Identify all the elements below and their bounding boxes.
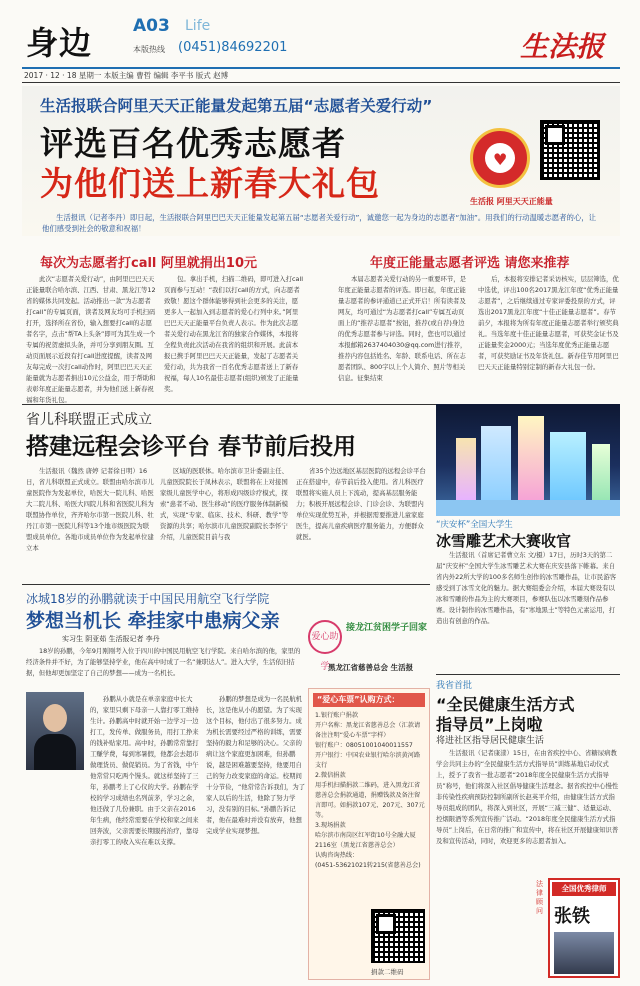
section1-right-headline: 年度正能量志愿者评选 请您来推荐 [370,256,570,271]
guide-headline-1: “全民健康生活方式 [436,695,575,714]
ice-rule [436,674,620,675]
section3-column-1: 孙鹏从小就是在单亲家庭中长大的，家里只剩下母亲一人靠打零工维持生计。孙鹏高中时就开始一边学习一边打工，发传单、做服务员，用打工挣来的钱补贴家用。高中时，孙鹏常常靠打工赚学费，每到寒暑假，他都会去超市做理货员、做促销员。为了省钱，中午他常常只吃两个馒头。就这样坚持了三年，孙鹏考上了心仪的大学。孙鹏在学校的学习成绩也名列前茅，学习之余，他还做了几份兼职。由于父亲在2016年生病，他经常需要在学校和家之间来回奔波，父亲需要长期服药治疗，靠母亲打零工的收入实在难以支撑。 [90,695,199,846]
section2-headline: 搭建远程会诊平台 春节前后投用 [26,434,357,460]
section2-rule [22,584,430,585]
student-portrait-photo [26,692,84,770]
section3-headline: 梦想当机长 牵挂家中患病父亲 [26,610,280,632]
heart-logo-icon: 爱心助学 [308,620,342,654]
help-students-ad [308,618,434,682]
section1-column-2: 包。拿出手机，扫描二维码，即可进入打call页面参与互动！“我们以打call的方式，向志愿者致敬！愿这个群体能够得到社会更多的关注，愿更多人一起加入到志愿者的爱心行列中来。”阿里巴巴天天正能量平台负责人表示。作为此次志愿者关爱行动在黑龙江省的独家合作媒体，本报将全程负责此次活动在我省的组织和开展。此前本报已携手阿里巴巴天天正能量，发起了志愿者关爱行动，共为我省一百名优秀志愿者送上了新春祝福，每人10名最佳志愿者(组织)颁发了正能量奖。 [164,275,304,393]
donation-content: 1.银行账户捐款 开户名称：黑龙江省慈善总会（汇款请备注注明“爱心车票”字样） 银行账户：08051001040011557 开户银行：中国农业银行哈尔滨黄河路支行 2.微信捐款 用手机扫描捐款二维码，进入黑龙江省慈善总会捐款通道，捐赠钱款及备注留言即可。如捐款107元、207元、307元等。 3.现场捐款 哈尔滨市南岗区红军街10号全融大厦2116室（黑龙江省慈善总会） 认购咨询热线： (0451-53621021转215(省慈善总会) [315,712,425,869]
section2-column-1: 生活报讯（魏然 唐婷 记者徐日明）16日，省儿科联盟正式成立。联盟由哈尔滨市儿童医院作为发起单位，哈医大一院儿科、哈医大二院儿科、哈医大四院儿科和省医院儿科为联盟协作单位，齐齐哈尔市第一医院儿科、牡丹江市第一医院儿科等13个地市级医院为联盟成员单位。各地市成员单位作为发起单位建立本 [26,467,154,552]
date-rule [22,82,620,83]
volunteer-badge-icon: ♥ [470,128,530,188]
section2-kicker: 省儿科联盟正式成立 [26,412,152,428]
hotline-number: (0451)84692201 [178,40,288,55]
campaign-qr-code[interactable] [540,120,600,180]
date-line: 2017 · 12 · 18 星期一 本版主编 曹哲 编辑 李平书 版式 赵博 [24,71,229,80]
guide-subtitle: 将进社区指导居民健康生活 [436,736,545,746]
section1-column-3: 本届志愿者关爱行动的另一重要环节，是年度正能量志愿者的评选。即日起，年度正能量志愿者的参评通道已正式开启！所有读者及网友，均可通过“为志愿者打call”专属互动页面上的“推荐志愿者”按钮，推荐(或自荐)身边的优秀志愿者参与评选。同时，您也可以通过本报邮箱2637404030@qq.com进行推荐，推荐内容包括姓名、年龄、联系电话、所在志愿者团队、800字以上个人简介、照片等相关信息。征集结束 [338,275,467,382]
section1-column-1: 此次“志愿者关爱行动”，由阿里巴巴天天正能量联合哈尔滨、江西、甘肃、黑龙江等12省的媒体共同发起。活动推出一款“为志愿者打call”的专属页面，读者及网友均可手机扫码打开，选择所在省份，输入想要打call的志愿者名字，点击“帮TA上头条”即可为其生成一个专属的祝贺虚拟头条，并可分享到朋友圈。互动页面展示近段有打call进度提醒，读者及网友每完成一次打call动作时，阿里巴巴天天正能量就为志愿者捐出10元公益金，用于帮助和表彰年度正能量志愿者，并为他们送上新春祝福和年货礼包。 [26,275,156,404]
section2-column-3: 省35个边远地区基层医院的远程会诊平台正在搭建中，春节前后投入使用。省儿科医疗联盟将实施人员上下流动，提高基层服务能力；积极开展远程会诊、门诊会诊、为联盟内单位实现优势互补，并根据需要推进儿童家庭医生，提高儿童疾病医疗服务能力，方便群众就医。 [296,467,426,541]
ice-kicker: “庆安杯”全国大学生 [436,520,513,530]
help-ad-title: 接龙江贫困学子回家 [346,623,428,633]
ice-sculpture-photo [436,404,620,516]
donation-title: “爱心车票”认购方式： [313,693,425,707]
masthead-rule [22,67,620,69]
section-title: 身边 [26,24,93,62]
page-code: A03 [133,16,170,36]
donation-box [308,688,430,980]
guide-body-top: 生活报讯（记者康漾）15日，在由省疾控中心、省糖尿病教学会共同主办的“全民健康生活方式指导员”训练基地启动仪式上，授予了我省一批志愿者“2018年度全民健康生活方式指导员”称号，他们将深入社区倡导健康生活理念。据省疾控中心慢性非传染性疾病预防控制所副所长赵英平介绍，由健康生活方式指导员组成的团队，将深入到社区，开展“三减三健”、适量运动、控烟限酒等系列宣传推广活动。“2018年度全民健康生活方式指导员”上岗后，在日常的推广和宣传中，将在社区开展健康知识普及和宣传活动，同时，欢迎更多的志愿者加入。 [436,749,619,845]
lawyer-ad [548,878,620,978]
page-number [133,16,170,36]
ice-body: 生活报讯（首席记者曹立东 文/摄）17日，历时3天的第二届“庆安杯”全国大学生冰雪雕艺术大赛在庆安县落下帷幕。来自省内外22所大学的100多名师生创作的冰雪雕作品，让市民游客感受到了冰雪文化的魅力。据大赛组委会介绍，本届大赛设有以冰和雪雕的作品为主的大赛项目，参赛队伍以冰雪雕刻作品参赛。设计制作的冰雪雕作品，有“寒地黑土”等特色元素运用，打造出有创意的作品。 [436,551,617,625]
banner-lead: 生活报讯（记者李丹）即日起，生活报联合阿里巴巴天天正能量发起第五届“志愿者关爱行动”，诚邀您一起为身边的志愿者“加油”。用我们的行动温暖志愿者的心，让他们感受到社会的敬意和祝福！ [42,213,597,233]
section1-column-4: 后，本报将安排记者采访核实，层层筛选，优中选优，评出100名2017黑龙江年度“优秀正能量志愿者”，之后继续通过专家评委投票的方式，评选出2017黑龙江年度“十佳正能量志愿者”。春节前夕，本报将为所有年度正能量志愿者举行颁奖典礼。当选年度十佳正能量志愿者，可获奖金证书及正能量奖金2000元；当选年度优秀正能量志愿者，可获奖励证书及年货礼包。新春佳节用阿里巴巴天天正能量特别定制的新春大礼包一份。 [478,275,619,371]
lawyer-photo [554,932,614,974]
banner-subtitle: 生活报联合阿里天天正能量发起第五届“志愿者关爱行动” [40,97,433,115]
lawyer-ad-tag: 法律顾问 [536,880,543,915]
banner-title-2: 为他们送上新春大礼包 [40,164,380,203]
section3-reporter: 实习生 阴亚茹 生活报记者 李丹 [62,635,160,643]
donation-qr-code[interactable] [371,909,425,963]
banner-title-1: 评选百名优秀志愿者 [40,124,346,163]
donation-qr-label: 捐款二维码 [371,968,404,976]
section3-column-2: 孙鹏的梦想是成为一名民航机长，这是他从小的愿望。为了实现这个目标，他付出了很多努力。成为机长需要经过严格的训练，需要坚持的毅力和足够的决心。父亲的病让这个家庭更加困难，但孙鹏说，越是困难越要坚持，他要用自己的努力改变家庭的命运。校期间十分节俭，“他常常告诉我们，为了家人以后的生活，他除了努力学习，没有别的目标。”孙鹏告诉记者，他在最难时并没有放弃，他想完成学业实现梦想。 [206,695,306,835]
section3-intro: 18岁的孙鹏，今年9月刚刚考入位于四川的中国民用航空飞行学院。来自哈尔滨的他，家里的经济条件并不好，为了能够坚持学业，他在高中时成了一名“兼职达人”。进入大学，生活依旧拮据，但他却更加坚定了自己的梦想——成为一名机长。 [26,647,301,677]
section3-kicker: 冰城18岁的孙鹏就读于中国民用航空飞行学院 [26,592,270,606]
newspaper-logo: 生法报 [520,30,605,63]
lawyer-ad-name: 张铁 [554,906,590,927]
life-label: Life [185,18,211,34]
lawyer-ad-title: 全国优秀律师 [552,882,616,896]
guide-headline-2: 指导员”上岗啦 [436,715,543,734]
hotline-label: 本版热线 [133,45,165,54]
ice-headline: 冰雪雕艺术大赛收官 [436,532,572,550]
banner-sponsors: 生活报 阿里天天正能量 [470,197,553,206]
help-ad-org: 黑龙江省慈善总会 生活报 [328,663,414,672]
guide-kicker: 我省首批 [436,681,473,691]
section2-column-2: 区域的医联体。哈尔滨市卫计委副主任、儿童医院院长于凤林表示，联盟将在上对接国家级儿童医学中心，将形成四级诊疗模式，探索“患者不动、医生移动”的医疗服务体制新模式，实现“专家、临床、技术、科研、教学”等资源的共享；哈尔滨市儿童医院副院长李怀宁介绍，儿童医院目前与我 [160,467,289,541]
section1-left-headline: 每次为志愿者打call 阿里就捐出10元 [40,256,258,271]
